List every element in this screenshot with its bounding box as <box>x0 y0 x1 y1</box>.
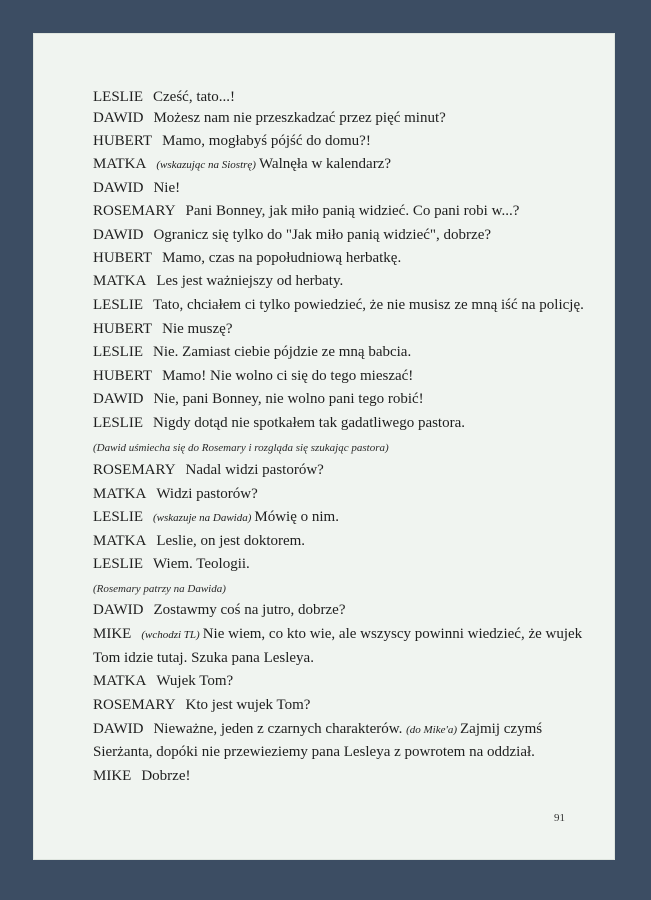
stage-parenthetical: (wskazuje na Dawida) <box>153 512 252 524</box>
dialogue-line <box>93 88 235 106</box>
dialogue-line <box>93 390 424 408</box>
speaker-name: ROSEMARY <box>93 697 176 713</box>
speaker-name: LESLIE <box>93 89 143 105</box>
speaker-name: HUBERT <box>93 133 153 149</box>
speaker-name: DAWID <box>93 391 144 407</box>
stage-parenthetical: (do Mike'a) <box>406 724 458 736</box>
dialogue-line <box>93 226 491 244</box>
stage-direction: (Dawid uśmiecha się do Rosemary i rozgląda się szukając pastora) <box>93 442 389 454</box>
speaker-name: MIKE <box>93 768 132 784</box>
speaker-name: HUBERT <box>93 250 153 266</box>
stage-direction: (Rosemary patrzy na Dawida) <box>93 583 226 595</box>
dialogue-line <box>93 109 446 127</box>
dialogue-line <box>93 720 542 739</box>
dialogue-text: Widzi pastorów? <box>156 486 258 502</box>
dialogue-text: Nie wiem, co kto wie, ale wszyscy powinni wiedzieć, że wujek <box>202 626 583 642</box>
dialogue-line <box>93 132 371 150</box>
dialogue-text: Mamo! Nie wolno ci się do tego mieszać! <box>162 368 414 384</box>
dialogue-line <box>93 367 413 385</box>
speaker-name: MATKA <box>93 156 147 172</box>
dialogue-text: Walnęła w kalendarz? <box>258 156 392 172</box>
dialogue-line-continuation <box>93 649 314 667</box>
dialogue-text: Możesz nam nie przeszkadzać przez pięć minut? <box>153 110 446 126</box>
speaker-name: LESLIE <box>93 556 143 572</box>
speaker-name: ROSEMARY <box>93 203 176 219</box>
speaker-name: ROSEMARY <box>93 462 176 478</box>
dialogue-text: Tom idzie tutaj. Szuka pana Lesleya. <box>93 650 314 666</box>
speaker-name: MATKA <box>93 673 147 689</box>
dialogue-line <box>93 296 584 314</box>
dialogue-line <box>93 202 519 220</box>
speaker-name: DAWID <box>93 227 144 243</box>
speaker-name: LESLIE <box>93 344 143 360</box>
speaker-name: DAWID <box>93 721 144 737</box>
dialogue-line <box>93 601 345 619</box>
dialogue-line <box>93 508 339 527</box>
dialogue-line <box>93 320 233 338</box>
dialogue-text: Nie. Zamiast ciebie pójdzie ze mną babcia. <box>153 344 412 360</box>
dialogue-text: Dobrze! <box>141 768 191 784</box>
speaker-name: LESLIE <box>93 415 143 431</box>
dialogue-line <box>93 485 258 503</box>
stage-parenthetical: (wskazując na Siostrę) <box>156 159 256 171</box>
speaker-name: LESLIE <box>93 509 143 525</box>
dialogue-line <box>93 272 343 290</box>
dialogue-line <box>93 155 391 174</box>
page-number: 91 <box>554 812 565 824</box>
dialogue-text: Mamo, czas na popołudniową herbatkę. <box>162 250 402 266</box>
dialogue-line <box>93 767 190 785</box>
dialogue-text: Sierżanta, dopóki nie przewieziemy pana Lesleya z powrotem na oddział. <box>93 744 535 760</box>
speaker-name: HUBERT <box>93 368 153 384</box>
dialogue-text: Nieważne, jeden z czarnych charakterów. <box>153 721 403 737</box>
dialogue-line <box>93 414 465 432</box>
dialogue-line <box>93 179 180 197</box>
dialogue-line <box>93 343 411 361</box>
dialogue-line <box>93 532 305 550</box>
dialogue-line-continuation <box>93 743 535 761</box>
dialogue-text: Les jest ważniejszy od herbaty. <box>156 273 344 289</box>
dialogue-line <box>93 696 310 714</box>
dialogue-text: Zostawmy coś na jutro, dobrze? <box>153 602 346 618</box>
stage-parenthetical: (wchodzi TL) <box>141 629 200 641</box>
speaker-name: DAWID <box>93 180 144 196</box>
speaker-name: LESLIE <box>93 297 143 313</box>
speaker-name: HUBERT <box>93 321 153 337</box>
speaker-name: MIKE <box>93 626 132 642</box>
dialogue-text: Nie! <box>153 180 181 196</box>
speaker-name: DAWID <box>93 602 144 618</box>
dialogue-text: Leslie, on jest doktorem. <box>156 533 306 549</box>
dialogue-text: Cześć, tato...! <box>153 89 236 105</box>
dialogue-text: Ogranicz się tylko do "Jak miło panią widzieć", dobrze? <box>153 227 492 243</box>
dialogue-text: Kto jest wujek Tom? <box>185 697 311 713</box>
dialogue-line <box>93 249 401 267</box>
speaker-name: MATKA <box>93 273 147 289</box>
dialogue-text: Zajmij czymś <box>460 721 543 737</box>
dialogue-text: Nie muszę? <box>162 321 233 337</box>
dialogue-text: Nie, pani Bonney, nie wolno pani tego robić! <box>153 391 424 407</box>
dialogue-text: Mamo, mogłabyś pójść do domu?! <box>162 133 371 149</box>
dialogue-text: Nigdy dotąd nie spotkałem tak gadatliwego pastora. <box>153 415 466 431</box>
dialogue-text: Nadal widzi pastorów? <box>185 462 324 478</box>
dialogue-text: Wiem. Teologii. <box>153 556 250 572</box>
dialogue-line <box>93 461 324 479</box>
dialogue-text: Mówię o nim. <box>254 509 339 525</box>
dialogue-text: Tato, chciałem ci tylko powiedzieć, że nie musisz ze mną iść na policję. <box>153 297 584 313</box>
script-page <box>33 33 615 860</box>
speaker-name: MATKA <box>93 533 147 549</box>
dialogue-line <box>93 555 250 573</box>
speaker-name: MATKA <box>93 486 147 502</box>
dialogue-text: Pani Bonney, jak miło panią widzieć. Co pani robi w...? <box>185 203 520 219</box>
dialogue-line <box>93 672 233 690</box>
dialogue-text: Wujek Tom? <box>156 673 234 689</box>
dialogue-line <box>93 625 582 644</box>
speaker-name: DAWID <box>93 110 144 126</box>
